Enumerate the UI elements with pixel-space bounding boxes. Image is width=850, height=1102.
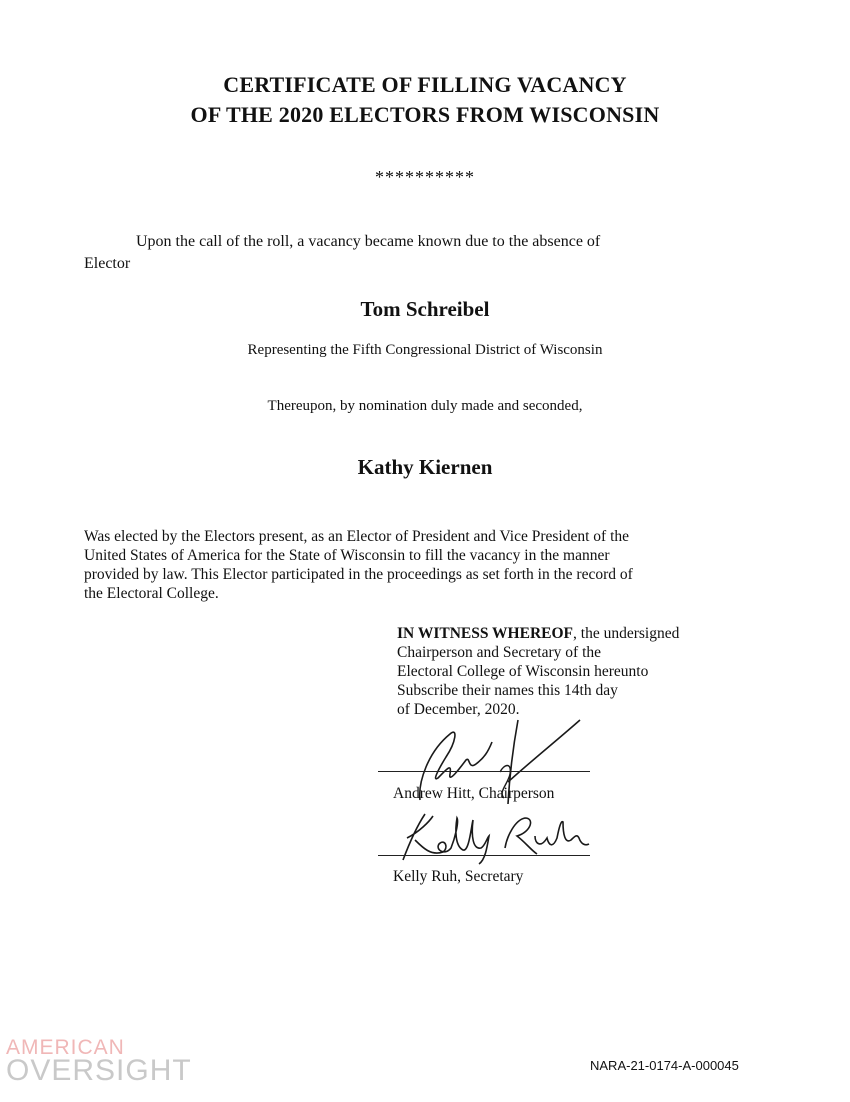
election-paragraph-line-1: Was elected by the Electors present, as an Elector of President and Vice President of the <box>84 528 630 545</box>
vacancy-paragraph <box>84 231 724 275</box>
nomination-text: Thereupon, by nomination duly made and seconded, <box>267 398 583 414</box>
witness-line-3: Electoral College of Wisconsin hereunto <box>397 663 649 680</box>
witness-line-1: IN WITNESS WHEREOF, the undersigned <box>397 625 680 642</box>
title-line-1: CERTIFICATE OF FILLING VACANCY <box>223 72 627 97</box>
vacancy-paragraph-line-1: Upon the call of the roll, a vacancy became known due to the absence of <box>136 233 601 250</box>
witness-line-5: of December, 2020. <box>397 701 520 718</box>
secretary-signature-line <box>378 855 590 856</box>
chairperson-caption: Andrew Hitt, Chairperson <box>393 785 555 802</box>
witness-heading: IN WITNESS WHEREOF <box>397 625 574 642</box>
election-paragraph-line-4: the Electoral College. <box>84 585 219 602</box>
secretary-caption: Kelly Ruh, Secretary <box>393 868 524 885</box>
absent-elector-name: Tom Schreibel <box>360 297 490 321</box>
election-paragraph-line-2: United States of America for the State of Wisconsin to fill the vacancy in the manner <box>84 547 610 564</box>
chairperson-signature-line <box>378 771 590 772</box>
absent-elector-district: Representing the Fifth Congressional District of Wisconsin <box>247 342 603 358</box>
document-id: NARA-21-0174-A-000045 <box>590 1058 739 1073</box>
separator: ********** <box>375 167 475 187</box>
watermark-logo <box>6 1036 192 1088</box>
vacancy-paragraph-line-2: Elector <box>84 255 131 272</box>
watermark-bottom: OVERSIGHT <box>6 1054 192 1087</box>
election-paragraph-line-3: provided by law. This Elector participated in the proceedings as set forth in the record of <box>84 566 633 583</box>
watermark-top: AMERICAN <box>6 1036 125 1059</box>
title-line-2: OF THE 2020 ELECTORS FROM WISCONSIN <box>190 102 660 127</box>
witness-block <box>397 624 757 719</box>
secretary-signature <box>385 808 595 868</box>
witness-line-4: Subscribe their names this 14th day <box>397 682 618 699</box>
witness-line-2: Chairperson and Secretary of the <box>397 644 602 661</box>
election-paragraph <box>84 527 744 603</box>
new-elector-name: Kathy Kiernen <box>357 455 493 479</box>
